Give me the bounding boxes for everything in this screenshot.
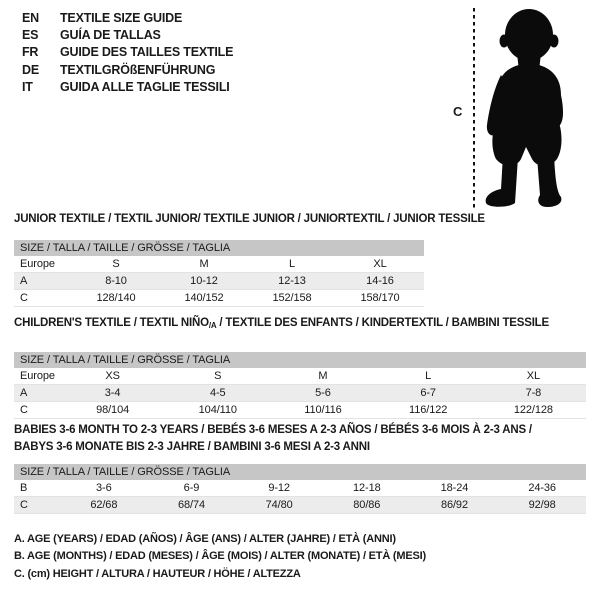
baby-silhouette-image [479,7,573,211]
table-cell: 68/74 [148,497,236,514]
table-cell: 3-6 [60,480,148,497]
table-cell: 62/68 [60,497,148,514]
table-cell: 128/140 [72,290,160,307]
row-label: A [14,273,72,290]
table-row-c [14,290,424,307]
table-header-row [14,464,586,480]
note-c: C. (cm) HEIGHT / ALTURA / HAUTEUR / HÖHE / ALTEZZA [14,567,301,580]
table-cell: XL [481,368,586,385]
lang-code: DE [22,62,39,77]
table-cell: M [270,368,375,385]
table-cell: 24-36 [498,480,586,497]
childrens-section-title [14,315,549,335]
table-cell: 104/110 [165,402,270,419]
table-cell: 8-10 [72,273,160,290]
table-row-europe [14,368,586,385]
table-cell: 110/116 [270,402,375,419]
row-label: B [14,480,60,497]
table-cell: 92/98 [498,497,586,514]
title-part: / TEXTILE DES ENFANTS / KINDERTEXTIL / BAMBINI TESSILE [216,317,549,329]
lang-title: GUIDA ALLE TAGLIE TESSILI [60,80,230,95]
language-list [22,9,233,96]
table-header-row [14,240,424,256]
table-cell: 3-4 [60,385,165,402]
table-cell: 80/86 [323,497,411,514]
lang-row-fr [22,44,233,61]
lang-title: GUIDE DES TAILLES TEXTILE [60,45,234,60]
row-label: C [14,497,60,514]
table-cell: 140/152 [160,290,248,307]
lang-code: EN [22,10,39,25]
table-cell: M [160,256,248,273]
table-cell: L [376,368,481,385]
table-cell: 98/104 [60,402,165,419]
size-header: SIZE / TALLA / TAILLE / GRÖSSE / TAGLIA [14,464,586,480]
babies-section-title [14,422,532,455]
table-cell: 5-6 [270,385,375,402]
table-cell: S [165,368,270,385]
table-cell: 158/170 [336,290,424,307]
table-cell: 10-12 [160,273,248,290]
row-label: A [14,385,60,402]
junior-section-title: JUNIOR TEXTILE / TEXTIL JUNIOR/ TEXTILE JUNIOR / JUNIORTEXTIL / JUNIOR TESSILE [14,213,485,225]
title-subscript: /A [208,321,217,330]
table-cell: XS [60,368,165,385]
table-cell: 86/92 [411,497,499,514]
height-dashed-line [472,8,476,208]
note-b: B. AGE (MONTHS) / EDAD (MESES) / ÂGE (MOIS) / ALTER (MONATE) / ETÀ (MESI) [14,550,426,563]
table-cell: 152/158 [248,290,336,307]
title-part: CHILDREN'S TEXTILE / TEXTIL NIÑO [14,317,209,329]
lang-row-en [22,9,233,26]
title-line-2: BABYS 3-6 MONATE BIS 2-3 JAHRE / BAMBINI 3-6 MESI A 2-3 ANNI [14,440,370,453]
table-row-a [14,273,424,290]
title-line-1: BABIES 3-6 MONTH TO 2-3 YEARS / BEBÉS 3-6 MESES A 2-3 AÑOS / BÉBÉS 3-6 MOIS À 2-3 ANS / [14,424,532,436]
babies-size-table [14,464,586,514]
table-cell: 14-16 [336,273,424,290]
table-header-row [14,352,586,368]
table-row-c [14,402,586,419]
lang-row-it [22,79,233,96]
table-row-b [14,480,586,497]
table-cell: 6-9 [148,480,236,497]
table-cell: 116/122 [376,402,481,419]
junior-size-table [14,240,424,307]
table-cell: 4-5 [165,385,270,402]
table-cell: XL [336,256,424,273]
note-a: A. AGE (YEARS) / EDAD (AÑOS) / ÂGE (ANS) / ALTER (JAHRE) / ETÀ (ANNI) [14,533,396,545]
table-cell: 9-12 [235,480,323,497]
childrens-size-table [14,352,586,419]
table-cell: S [72,256,160,273]
table-cell: 18-24 [411,480,499,497]
table-cell: 12-18 [323,480,411,497]
row-label: Europe [14,256,72,273]
lang-row-es [22,26,233,43]
lang-title: TEXTILGRÖßENFÜHRUNG [60,62,216,77]
size-header: SIZE / TALLA / TAILLE / GRÖSSE / TAGLIA [14,352,586,368]
table-cell: 74/80 [235,497,323,514]
lang-code: IT [22,80,33,95]
row-label: C [14,290,72,307]
table-cell: 122/128 [481,402,586,419]
size-header: SIZE / TALLA / TAILLE / GRÖSSE / TAGLIA [14,240,424,256]
table-row-c [14,497,586,514]
row-label: C [14,402,60,419]
lang-code: ES [22,28,39,43]
legend-notes [14,531,426,583]
lang-title: TEXTILE SIZE GUIDE [60,10,183,25]
table-row-europe [14,256,424,273]
lang-title: GUÍA DE TALLAS [60,28,161,43]
height-label-c: C [453,104,463,119]
row-label: Europe [14,368,60,385]
table-cell: 12-13 [248,273,336,290]
lang-code: FR [22,45,39,60]
lang-row-de [22,61,233,78]
table-cell: L [248,256,336,273]
table-cell: 7-8 [481,385,586,402]
table-row-a [14,385,586,402]
table-cell: 6-7 [376,385,481,402]
